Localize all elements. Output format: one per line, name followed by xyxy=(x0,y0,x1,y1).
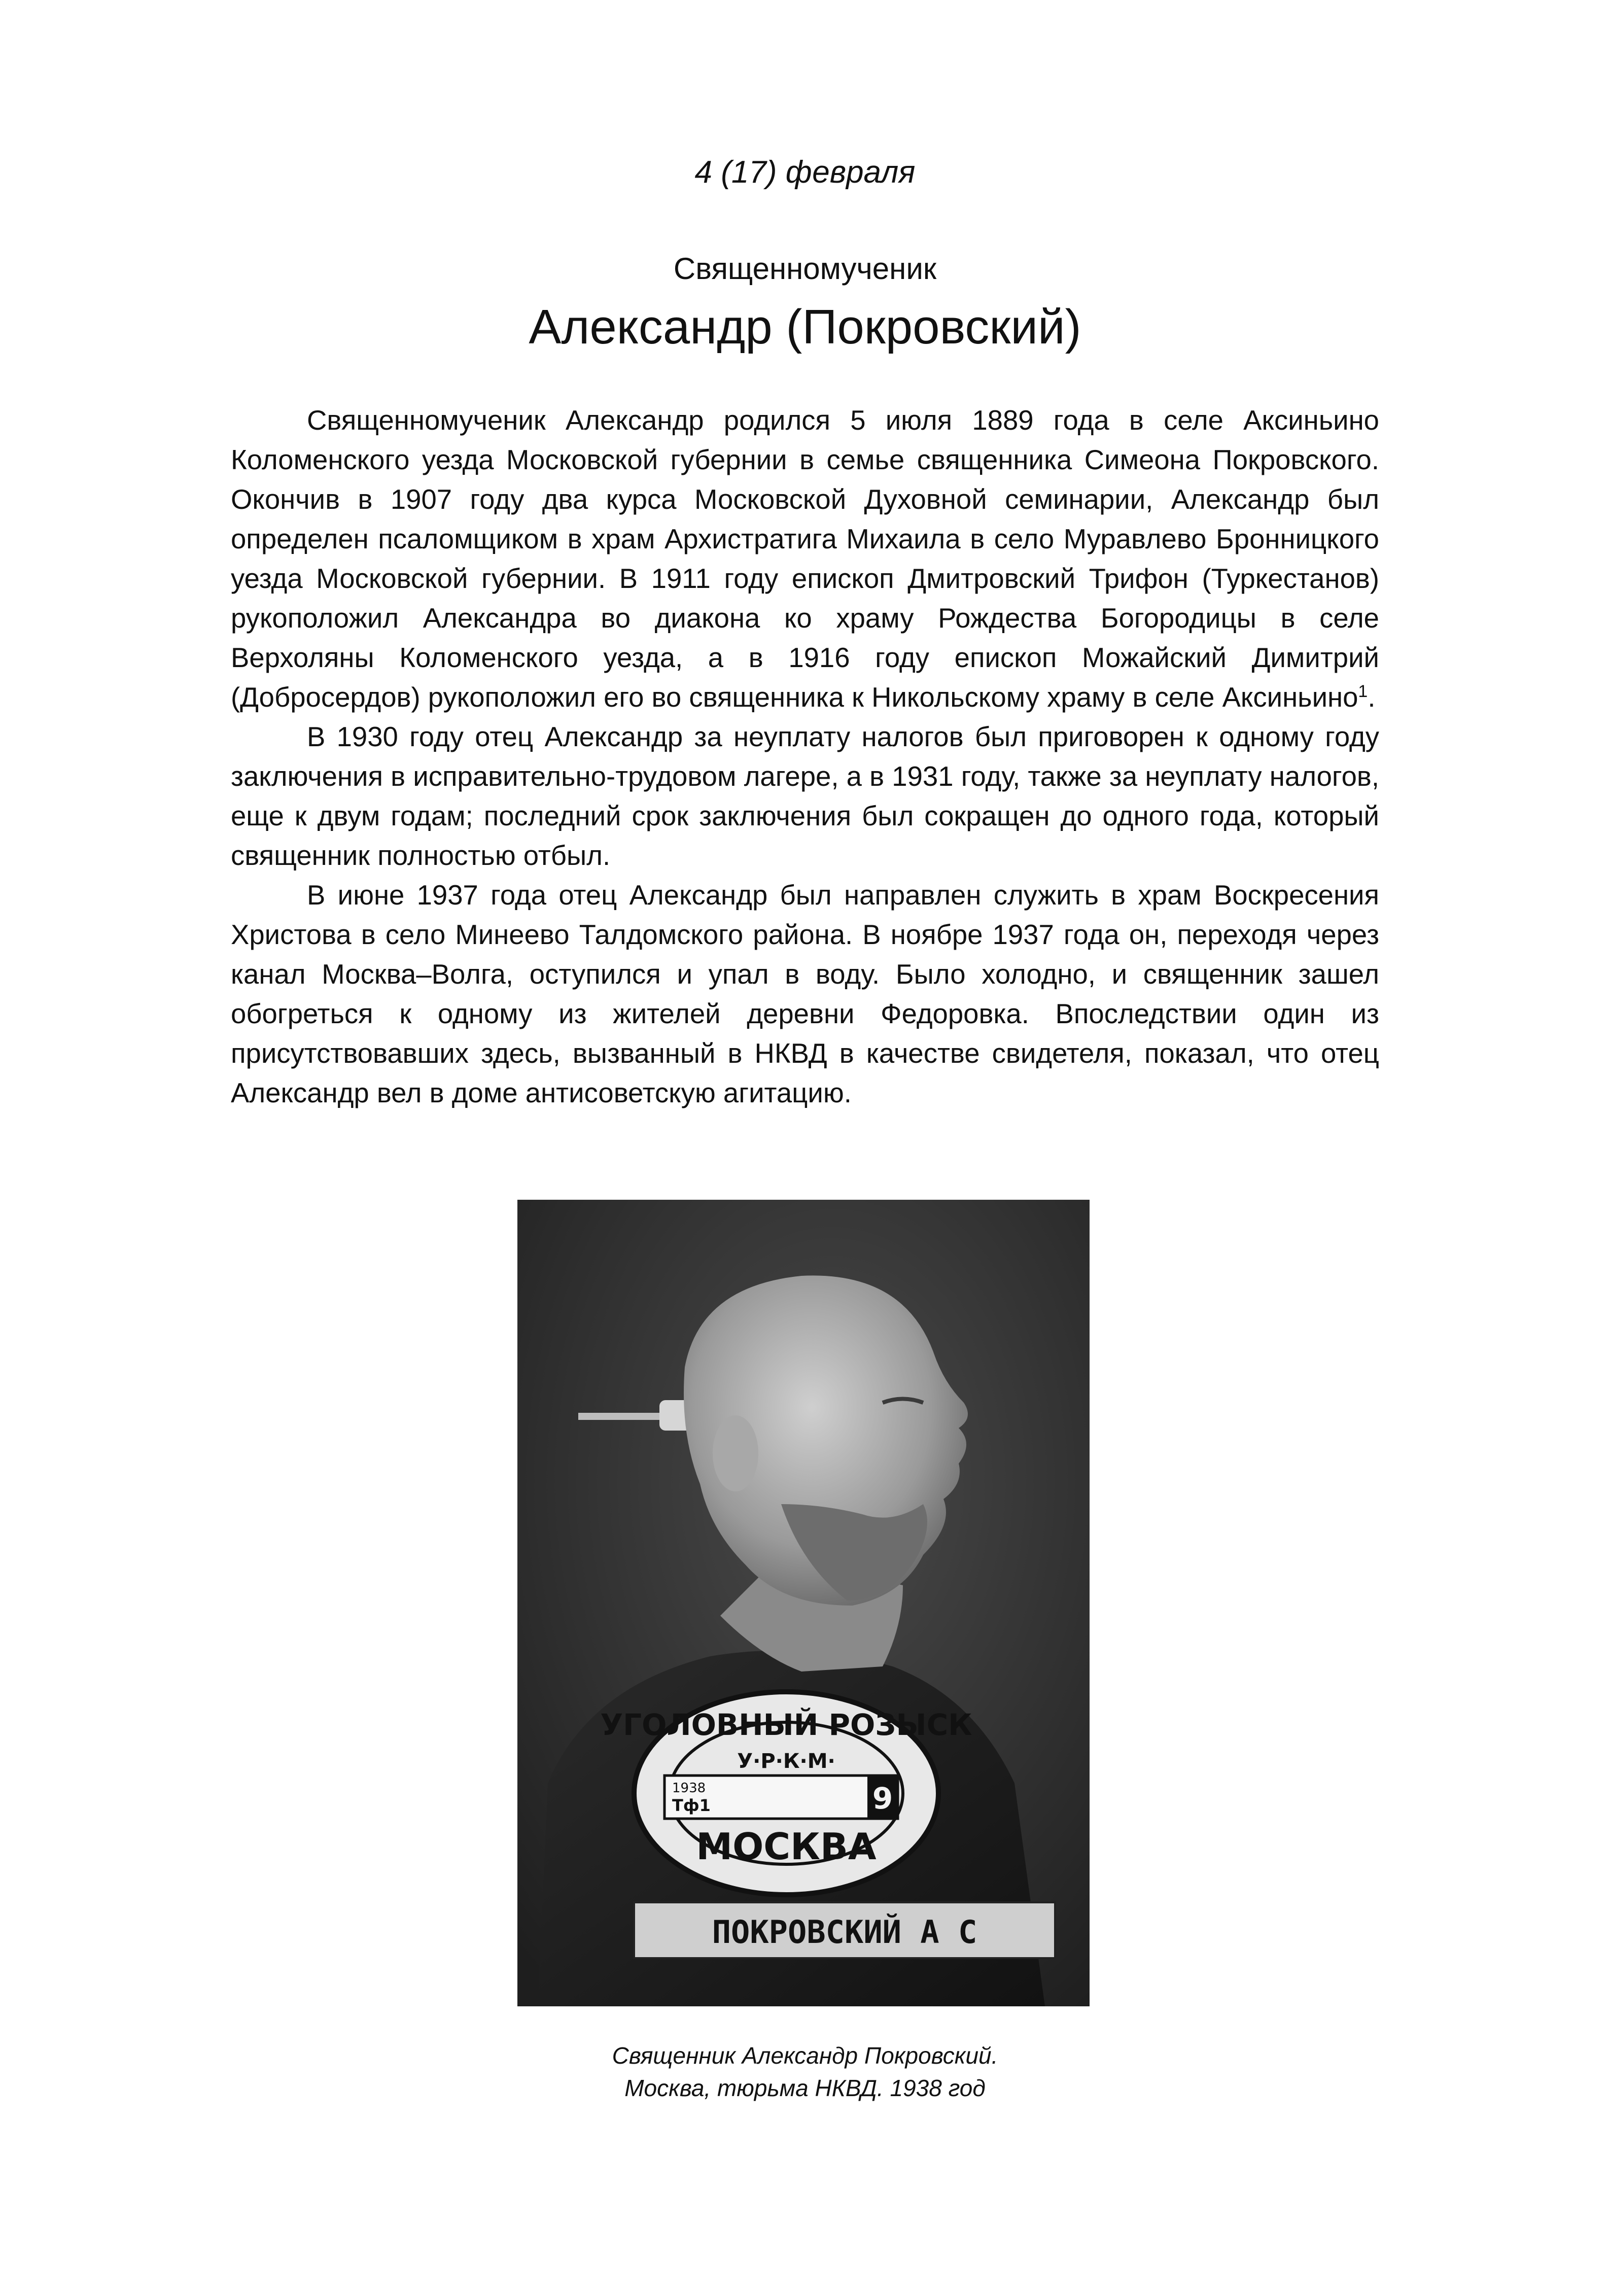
feast-date: 4 (17) февраля xyxy=(694,155,916,190)
paragraph-3: В июне 1937 года отец Александр был направлен служить в храм Воскресения Христова в село Минеево Талдомского района. В ноябре 1937 года он, переходя через канал Москва–Волга, оступился и упал в воду. Было холодно, и священник зашел обогреться к одному из жителей деревни Федоровка. Впоследствии один из присутствовавших здесь, вызванный в НКВД в качестве свидетеля, показал, что отец Александр вел в доме антисоветскую агитацию. xyxy=(231,880,1379,1108)
prison-photo-image xyxy=(517,1200,1090,2006)
name-plate xyxy=(634,1902,1055,1958)
badge-code-text: Тф1 xyxy=(672,1796,711,1815)
badge-bottom-text: МОСКВА xyxy=(696,1825,877,1868)
biography-text xyxy=(231,401,1379,1113)
saint-name: Александр (Покровский) xyxy=(529,300,1081,354)
footnote-marker[interactable]: 1 xyxy=(1358,681,1368,701)
badge-mid-text: У·Р·К·М· xyxy=(737,1750,835,1773)
caption-line-1: Священник Александр Покровский. xyxy=(612,2042,998,2069)
paragraph-1 xyxy=(231,401,1379,717)
paragraph-1-end: . xyxy=(1368,682,1376,713)
prison-photo xyxy=(517,1200,1090,2006)
paragraph-1-text: Священномученик Александр родился 5 июля 1889 года в селе Аксиньино Коломенского уезда Московской губернии в семье священника Симеона Покровского. Окончив в 1907 году два курса Московской Духовной семинарии, Александр был определен псаломщиком в храм Архистратига Михаила в село Муравлево Бронницкого уезда Московской губернии. В 1911 году епископ Дмитровский Трифон (Туркестанов) рукоположил Александра во диакона ко храму Рождества Богородицы в селе Верхоляны Коломенского уезда, а в 1916 году епископ Можайский Димитрий (Добросердов) рукоположил его во священника к Никольскому храму в селе Аксиньино xyxy=(231,405,1379,713)
caption-line-2: Москва, тюрьма НКВД. 1938 год xyxy=(624,2075,986,2101)
name-plate-text: ПОКРОВСКИЙ А С xyxy=(712,1914,977,1951)
badge-year-text: 1938 xyxy=(672,1781,706,1796)
badge-number-text: 9 xyxy=(872,1781,893,1816)
badge-top-text: УГОЛОВНЫЙ РОЗЫСК xyxy=(600,1708,972,1742)
paragraph-2: В 1930 году отец Александр за неуплату налогов был приговорен к одному году заключения в исправительно-трудовом лагере, а в 1931 году, также за неуплату налогов, еще к двум годам; последний срок заключения был сокращен до одного года, который священник полностью отбыл. xyxy=(231,721,1379,871)
saint-rank: Священномученик xyxy=(673,252,937,286)
photo-caption xyxy=(0,2039,1610,2104)
